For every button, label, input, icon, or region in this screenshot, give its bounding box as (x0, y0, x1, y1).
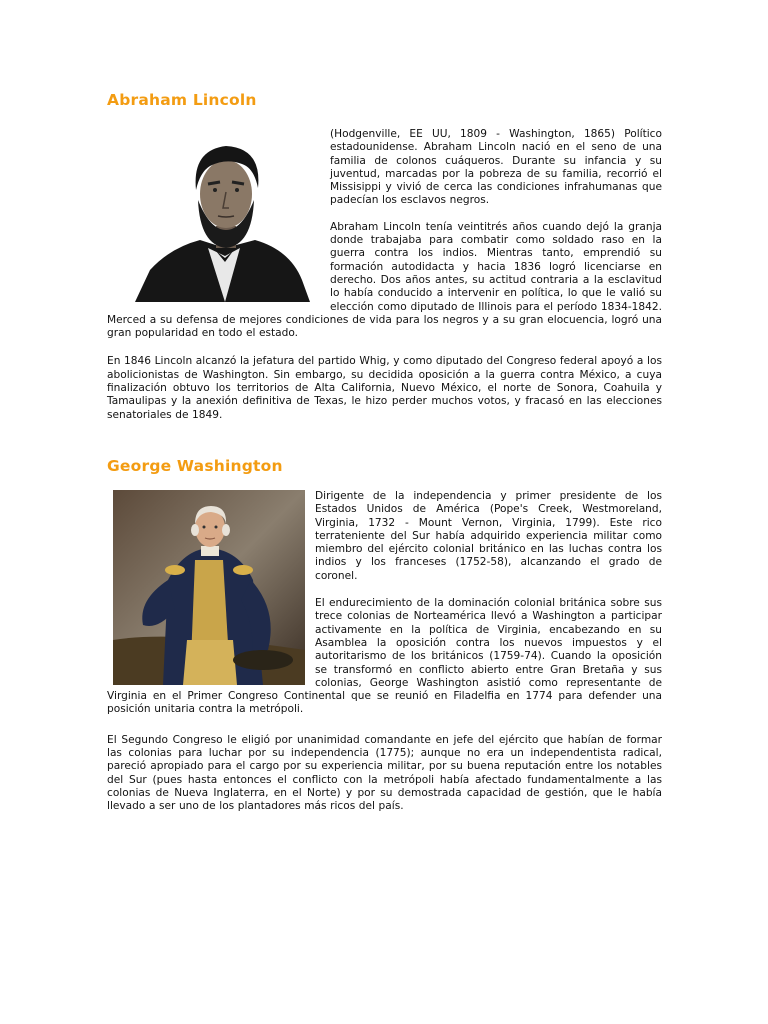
lincoln-paragraph-3: En 1846 Lincoln alcanzó la jefatura del partido Whig, y como diputado del Congreso federal apoyó a los abolicionistas de Washington. Sin embargo, su decidida oposición a la guerra contra México, a cuya finalización obtuvo los territorios de Alta California, Nuevo México, el norte de Sonora, Coahuila y Tamaulipas y la anexión definitiva de Texas, le hizo perder muchos votos, y fracasó en las elecciones senatoriales de 1849. (107, 355, 662, 421)
lincoln-heading: Abraham Lincoln (107, 91, 257, 109)
washington-section (107, 454, 662, 814)
washington-portrait (113, 490, 305, 685)
washington-heading: George Washington (107, 457, 283, 475)
lincoln-paragraph-2: Abraham Lincoln tenía veintitrés años cuando dejó la granja donde trabajaba para combatir como soldado raso en la guerra contra los indios. Mientras tanto, emprendió su formación autodidacta y hacia 1836 logró licenciarse en derecho. Dos años antes, su actitud contraria a la esclavitud lo había conducido a intervenir en política, lo que le valió su elección como diputado de Illinois para el período 1834-1842. Merced a su defensa de mejores condiciones de vida para los negros y a su gran elocuencia, logró una gran popularidad en todo el estado. (107, 220, 662, 340)
lincoln-portrait (130, 130, 320, 302)
document-page (107, 88, 662, 813)
washington-paragraph-1: Dirigente de la independencia y primer presidente de los Estados Unidos de América (Pope's Creek, Westmoreland, Virginia, 1732 - Mount Vernon, Virginia, 1799). Este rico terrateniente del Sur había adquirido experiencia militar como miembro del ejército colonial británico en las luchas contra los indios y los franceses (1752-58), alcanzando el grado de coronel. (315, 490, 662, 582)
lincoln-paragraph-1: (Hodgenville, EE UU, 1809 - Washington, 1865) Político estadounidense. Abraham Lincoln nació en el seno de una familia de colonos cuáqueros. Durante su infancia y su juventud, marcadas por la pobreza de su familia, recorrió el Missisippi y vivió de cerca las condiciones infrahumanas que padecían los esclavos negros. (330, 128, 662, 207)
washington-paragraph-2: El endurecimiento de la dominación colonial británica sobre sus trece colonias de Norteamérica llevó a Washington a participar activamente en la política de Virginia, encabezando en su Asamblea la oposición contra los nuevos impuestos y el autoritarismo de los británicos (1759-74). Cuando la oposición se transformó en conflicto abierto entre Gran Bretaña y sus colonias, George Washington asistió como representante de Virginia en el Primer Congreso Continental que se reunió en Filadelfia en 1774 para defender una posición unitaria contra la metrópoli. (107, 597, 662, 716)
lincoln-section (107, 88, 662, 422)
washington-paragraph-3: El Segundo Congreso le eligió por unanimidad comandante en jefe del ejército que habían de formar las colonias para luchar por su independencia (1775); aunque no era un independentista radical, pareció apropiado para el cargo por su experiencia militar, por su buena reputación entre los notables del Sur (pues hasta entonces el conflicto con la metrópoli había afectado fundamentalmente a las colonias de Nueva Inglaterra, en el Norte) y por su demostrada capacidad de gestión, que le había llevado a ser uno de los plantadores más ricos del país. (107, 733, 662, 813)
